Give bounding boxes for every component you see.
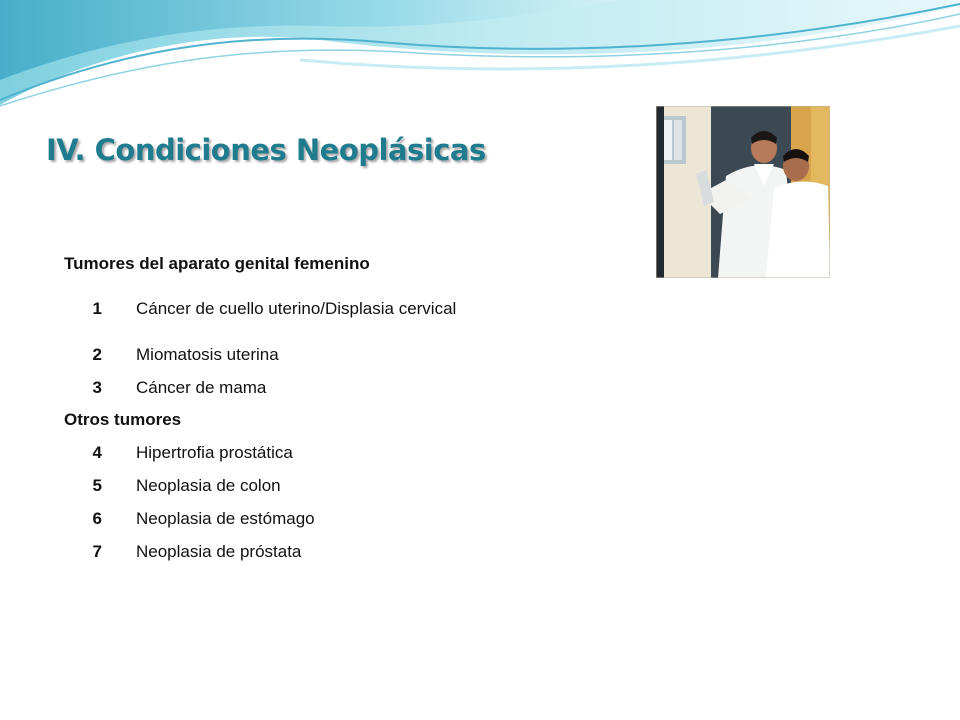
item-number: 1: [92, 299, 102, 318]
item-number: 2: [92, 344, 102, 364]
section-heading: Tumores del aparato genital femenino: [64, 254, 370, 273]
item-text: Hipertrofia prostática: [136, 442, 293, 462]
item-number: 3: [92, 377, 102, 397]
item-text: Neoplasia de colon: [136, 475, 281, 495]
list-item: [64, 338, 484, 371]
list-item: [64, 280, 484, 338]
item-text: Miomatosis uterina: [136, 344, 279, 364]
neoplasia-list: [64, 248, 484, 568]
item-text: Neoplasia de próstata: [136, 541, 302, 561]
slide-title: IV. Condiciones Neoplásicas: [46, 133, 486, 167]
list-item: [64, 535, 484, 568]
item-text: Cáncer de cuello uterino/Displasia cervical: [136, 299, 457, 318]
item-text: Cáncer de mama: [136, 377, 267, 397]
header-wave-decoration: [0, 0, 960, 120]
list-item: [64, 502, 484, 535]
doctors-xray-photo: [656, 106, 830, 278]
item-number: 6: [92, 508, 102, 528]
list-item: [64, 436, 484, 469]
section-heading: Otros tumores: [64, 410, 182, 429]
list-item: [64, 469, 484, 502]
item-number: 5: [92, 475, 102, 495]
item-number: 4: [92, 442, 102, 462]
list-item: [64, 371, 484, 404]
item-text: Neoplasia de estómago: [136, 508, 315, 528]
item-number: 7: [92, 541, 102, 561]
